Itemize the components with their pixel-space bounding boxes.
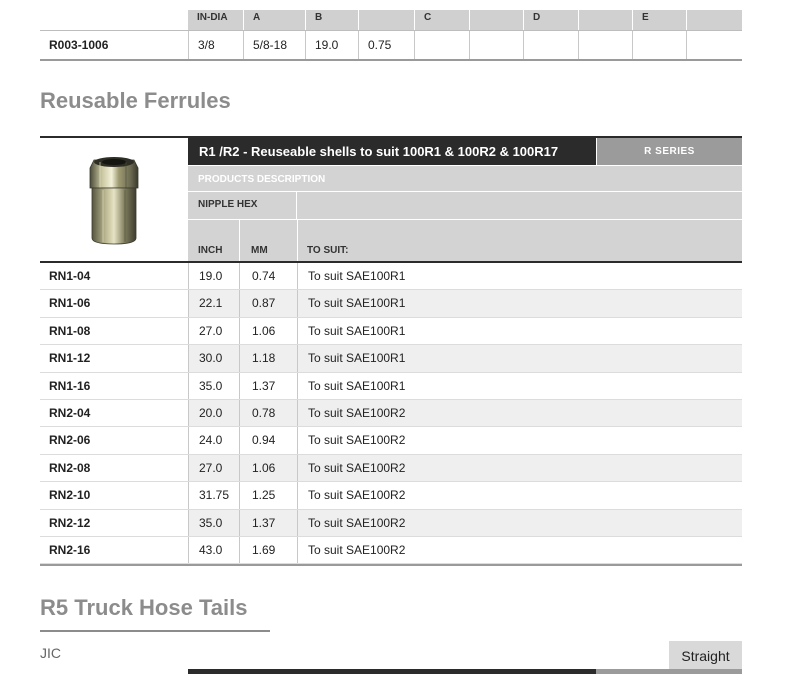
row-inch: 24.0 xyxy=(188,427,239,453)
row-to-suit: To suit SAE100R1 xyxy=(297,318,742,344)
row-inch: 19.0 xyxy=(188,263,239,289)
row-code: RN1-06 xyxy=(49,296,91,311)
row-code: RN2-06 xyxy=(49,433,91,448)
row-mm: 1.69 xyxy=(239,537,297,563)
row-mm: 0.78 xyxy=(239,400,297,426)
row-code: RN2-12 xyxy=(49,515,91,530)
table-row xyxy=(40,455,742,482)
row-mm: 0.87 xyxy=(239,290,297,316)
column-header-row xyxy=(188,219,742,262)
row-inch: 35.0 xyxy=(188,510,239,536)
table-row xyxy=(40,290,742,317)
table-row xyxy=(40,345,742,372)
bottom-grey-rule xyxy=(596,669,742,674)
jic-label: JIC xyxy=(40,645,61,661)
cell-in-dia: 3/8 xyxy=(188,31,243,59)
row-code: RN1-16 xyxy=(49,378,91,393)
header-blank-1 xyxy=(358,10,414,30)
row-to-suit: To suit SAE100R2 xyxy=(297,427,742,453)
header-blank-4 xyxy=(686,10,742,30)
header-d: D xyxy=(523,10,578,30)
row-inch: 20.0 xyxy=(188,400,239,426)
row-code: RN2-16 xyxy=(49,542,91,557)
column-divider xyxy=(297,220,298,263)
header-blank-2 xyxy=(469,10,523,30)
cell-blank-1: 0.75 xyxy=(358,31,414,59)
cell-e xyxy=(632,31,686,59)
table-row xyxy=(40,537,742,564)
series-badge: R SERIES xyxy=(597,138,742,165)
row-to-suit: To suit SAE100R2 xyxy=(297,537,742,563)
ferrule-header-title: R1 /R2 - Reuseable shells to suit 100R1 & 100R2 & 100R17 xyxy=(188,138,596,165)
row-mm: 1.18 xyxy=(239,345,297,371)
section-title-underline xyxy=(40,630,270,632)
row-inch: 27.0 xyxy=(188,455,239,481)
header-in-dia: IN-DIA xyxy=(197,12,228,23)
section-title-reusable-ferrules: Reusable Ferrules xyxy=(40,88,231,113)
row-mm: 1.06 xyxy=(239,318,297,344)
products-description-label: PRODUCTS DESCRIPTION xyxy=(188,165,742,191)
table-row xyxy=(40,263,742,290)
top-table-header xyxy=(188,10,742,30)
row-inch: 30.0 xyxy=(188,345,239,371)
row-code: RN2-04 xyxy=(49,405,91,420)
row-mm: 1.25 xyxy=(239,482,297,508)
row-code: RN2-10 xyxy=(49,488,91,503)
header-c: C xyxy=(414,10,469,30)
cell-blank-2 xyxy=(469,31,523,59)
row-code: RN1-12 xyxy=(49,351,91,366)
row-mm: 1.06 xyxy=(239,455,297,481)
row-to-suit: To suit SAE100R1 xyxy=(297,263,742,289)
row-inch: 31.75 xyxy=(188,482,239,508)
cell-b: 19.0 xyxy=(305,31,358,59)
product-image xyxy=(40,138,188,262)
table-row xyxy=(40,427,742,454)
cell-blank-4 xyxy=(686,31,742,59)
row-to-suit: To suit SAE100R2 xyxy=(297,455,742,481)
row-to-suit: To suit SAE100R2 xyxy=(297,510,742,536)
header-e: E xyxy=(632,10,686,30)
header-b: B xyxy=(305,10,358,30)
row-mm: 0.94 xyxy=(239,427,297,453)
table-row xyxy=(40,400,742,427)
column-inch: INCH xyxy=(198,245,223,256)
table-row xyxy=(40,373,742,400)
column-divider xyxy=(239,220,240,263)
cell-blank-3 xyxy=(578,31,632,59)
row-inch: 27.0 xyxy=(188,318,239,344)
straight-tag: Straight xyxy=(669,641,742,669)
row-to-suit: To suit SAE100R1 xyxy=(297,345,742,371)
header-a: A xyxy=(243,10,305,30)
table-bottom-rule xyxy=(40,564,742,566)
row-mm: 0.74 xyxy=(239,263,297,289)
row-inch: 35.0 xyxy=(188,373,239,399)
row-to-suit: To suit SAE100R2 xyxy=(297,400,742,426)
top-table-row xyxy=(40,30,742,61)
row-code: RN2-08 xyxy=(49,460,91,475)
header-blank-3 xyxy=(578,10,632,30)
row-inch: 43.0 xyxy=(188,537,239,563)
cell-c xyxy=(414,31,469,59)
table-row xyxy=(40,482,742,509)
table-row xyxy=(40,510,742,537)
cell-d xyxy=(523,31,578,59)
row-to-suit: To suit SAE100R1 xyxy=(297,373,742,399)
nipple-hex-row xyxy=(188,191,742,219)
hex-ferrule-icon xyxy=(40,138,188,262)
row-mm: 1.37 xyxy=(239,510,297,536)
nipple-hex-label: NIPPLE HEX xyxy=(188,192,297,219)
row-code: RN1-04 xyxy=(49,269,91,283)
ferrule-rows xyxy=(40,263,742,564)
row-mm: 1.37 xyxy=(239,373,297,399)
row-to-suit: To suit SAE100R2 xyxy=(297,482,742,508)
section-title-r5-truck-hose-tails: R5 Truck Hose Tails xyxy=(40,595,248,620)
column-to-suit: TO SUIT: xyxy=(307,245,349,256)
row-to-suit: To suit SAE100R1 xyxy=(297,290,742,316)
row-inch: 22.1 xyxy=(188,290,239,316)
bottom-dark-rule xyxy=(188,669,596,674)
column-mm: MM xyxy=(251,245,268,256)
table-row xyxy=(40,318,742,345)
cell-a: 5/8-18 xyxy=(243,31,305,59)
row-code: R003-1006 xyxy=(49,38,109,52)
row-code: RN1-08 xyxy=(49,323,91,338)
